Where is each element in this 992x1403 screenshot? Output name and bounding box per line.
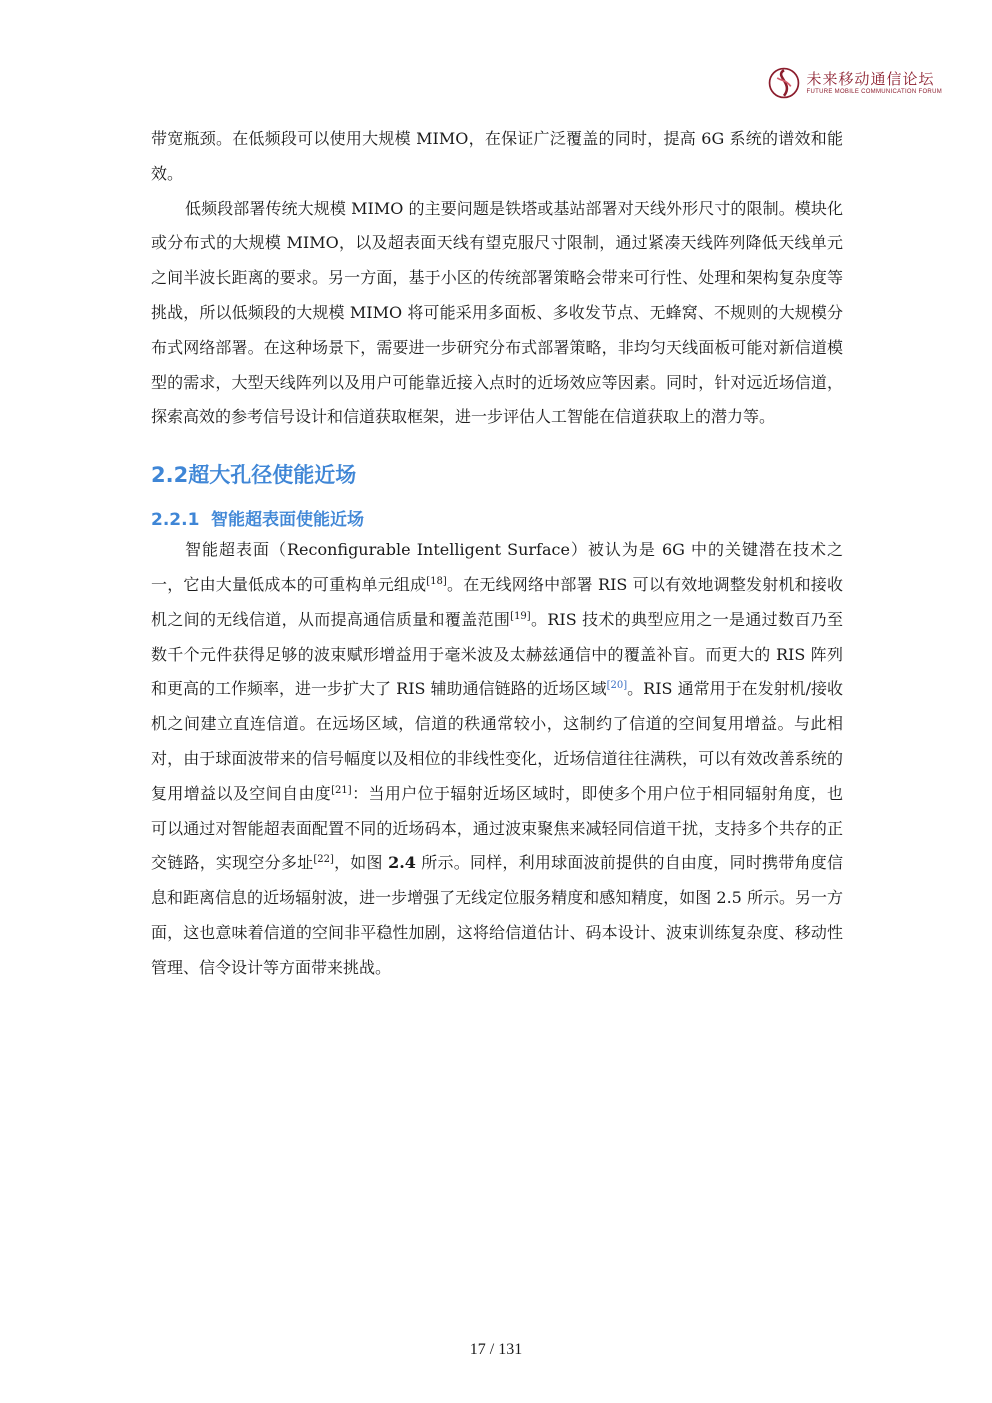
citation-20[interactable]: [20] [606, 680, 628, 692]
subsection-number: 2.2.1 [151, 510, 200, 531]
figure-ref-2-4[interactable]: 2.4 [388, 853, 416, 873]
document-body [151, 122, 843, 986]
forum-logo [767, 66, 942, 100]
section-heading: 2.2超大孔径使能近场 [151, 463, 357, 488]
citation-22[interactable]: [22] [313, 854, 334, 866]
ris-text-6: ，如图 [333, 853, 389, 873]
ris-text-3: 。RIS 技术的典型应用之一是通过数百乃至数千个元件获得足够的波束赋形增益用于毫米波及太赫兹通信中的覆盖补盲。而更大的 RIS 阵列和更高的工作频率，进一步扩大了 RIS 辅助通信链路的近场区域 [151, 609, 843, 699]
logo-english-name: FUTURE MOBILE COMMUNICATION FORUM [806, 89, 942, 95]
forum-logo-icon [767, 66, 801, 100]
subsection-heading [151, 507, 843, 533]
ris-text-4: 。RIS 通常用于在发射机/接收机之间建立直连信道。在远场区域，信道的秩通常较小，这制约了信道的空间复用增益。与此相对，由于球面波带来的信号幅度以及相位的非线性变化，近场信道往往满秩，可以有效改善系统的复用增益以及空间自由度 [151, 679, 843, 803]
ris-text-1: 智能超表面（Reconfigurable Intelligent Surface）被认为是 6G 中的关键潜在技术之一，它由大量低成本的可重构单元组成 [151, 540, 843, 594]
citation-21[interactable]: [21] [331, 784, 352, 796]
ris-text-7: 所示。同样，利用球面波前提供的自由度，同时携带角度信息和距离信息的近场辐射波，进一步增强了无线定位服务精度和感知精度，如图 2.5 所示。另一方面，这也意味着信道的空间非平稳性加剧，这将给信道估计、码本设计、波束训练复杂度、移动性管理、信令设计等方面带来挑战。 [151, 853, 843, 977]
citation-18[interactable]: [18] [426, 575, 447, 587]
paragraph-ris [151, 533, 843, 985]
subsection-title: 智能超表面使能近场 [211, 510, 364, 531]
paragraph-continuation: 带宽瓶颈。在低频段可以使用大规模 MIMO，在保证广泛覆盖的同时，提高 6G 系统的谱效和能效。 [151, 129, 843, 183]
ris-text-2: 。在无线网络中部署 RIS 可以有效地调整发射机和接收机之间的无线信道，从而提高通信质量和覆盖范围 [151, 574, 843, 629]
citation-19[interactable]: [19] [510, 610, 531, 622]
logo-chinese-name: 未来移动通信论坛 [806, 70, 935, 88]
ris-text-5: ：当用户位于辐射近场区域时，即使多个用户位于相同辐射角度，也可以通过对智能超表面配置不同的近场码本，通过波束聚焦来减轻同信道干扰，支持多个共存的正交链路，实现空分多址 [151, 783, 843, 873]
paragraph-low-band-mimo: 低频段部署传统大规模 MIMO 的主要问题是铁塔或基站部署对天线外形尺寸的限制。模块化或分布式的大规模 MIMO，以及超表面天线有望克服尺寸限制，通过紧凑天线阵列降低天线单元之间半波长距离的要求。另一方面，基于小区的传统部署策略会带来可行性、处理和架构复杂度等挑战，所以低频段的大规模 MIMO 将可能采用多面板、多收发节点、无蜂窝、不规则的大规模分布式网络部署。在这种场景下，需要进一步研究分布式部署策略，非均匀天线面板可能对新信道模型的需求，大型天线阵列以及用户可能靠近接入点时的近场效应等因素。同时，针对远近场信道，探索高效的参考信号设计和信道获取框架，进一步评估人工智能在信道获取上的潜力等。 [151, 198, 843, 427]
page-number: 17 / 131 [469, 1341, 523, 1358]
